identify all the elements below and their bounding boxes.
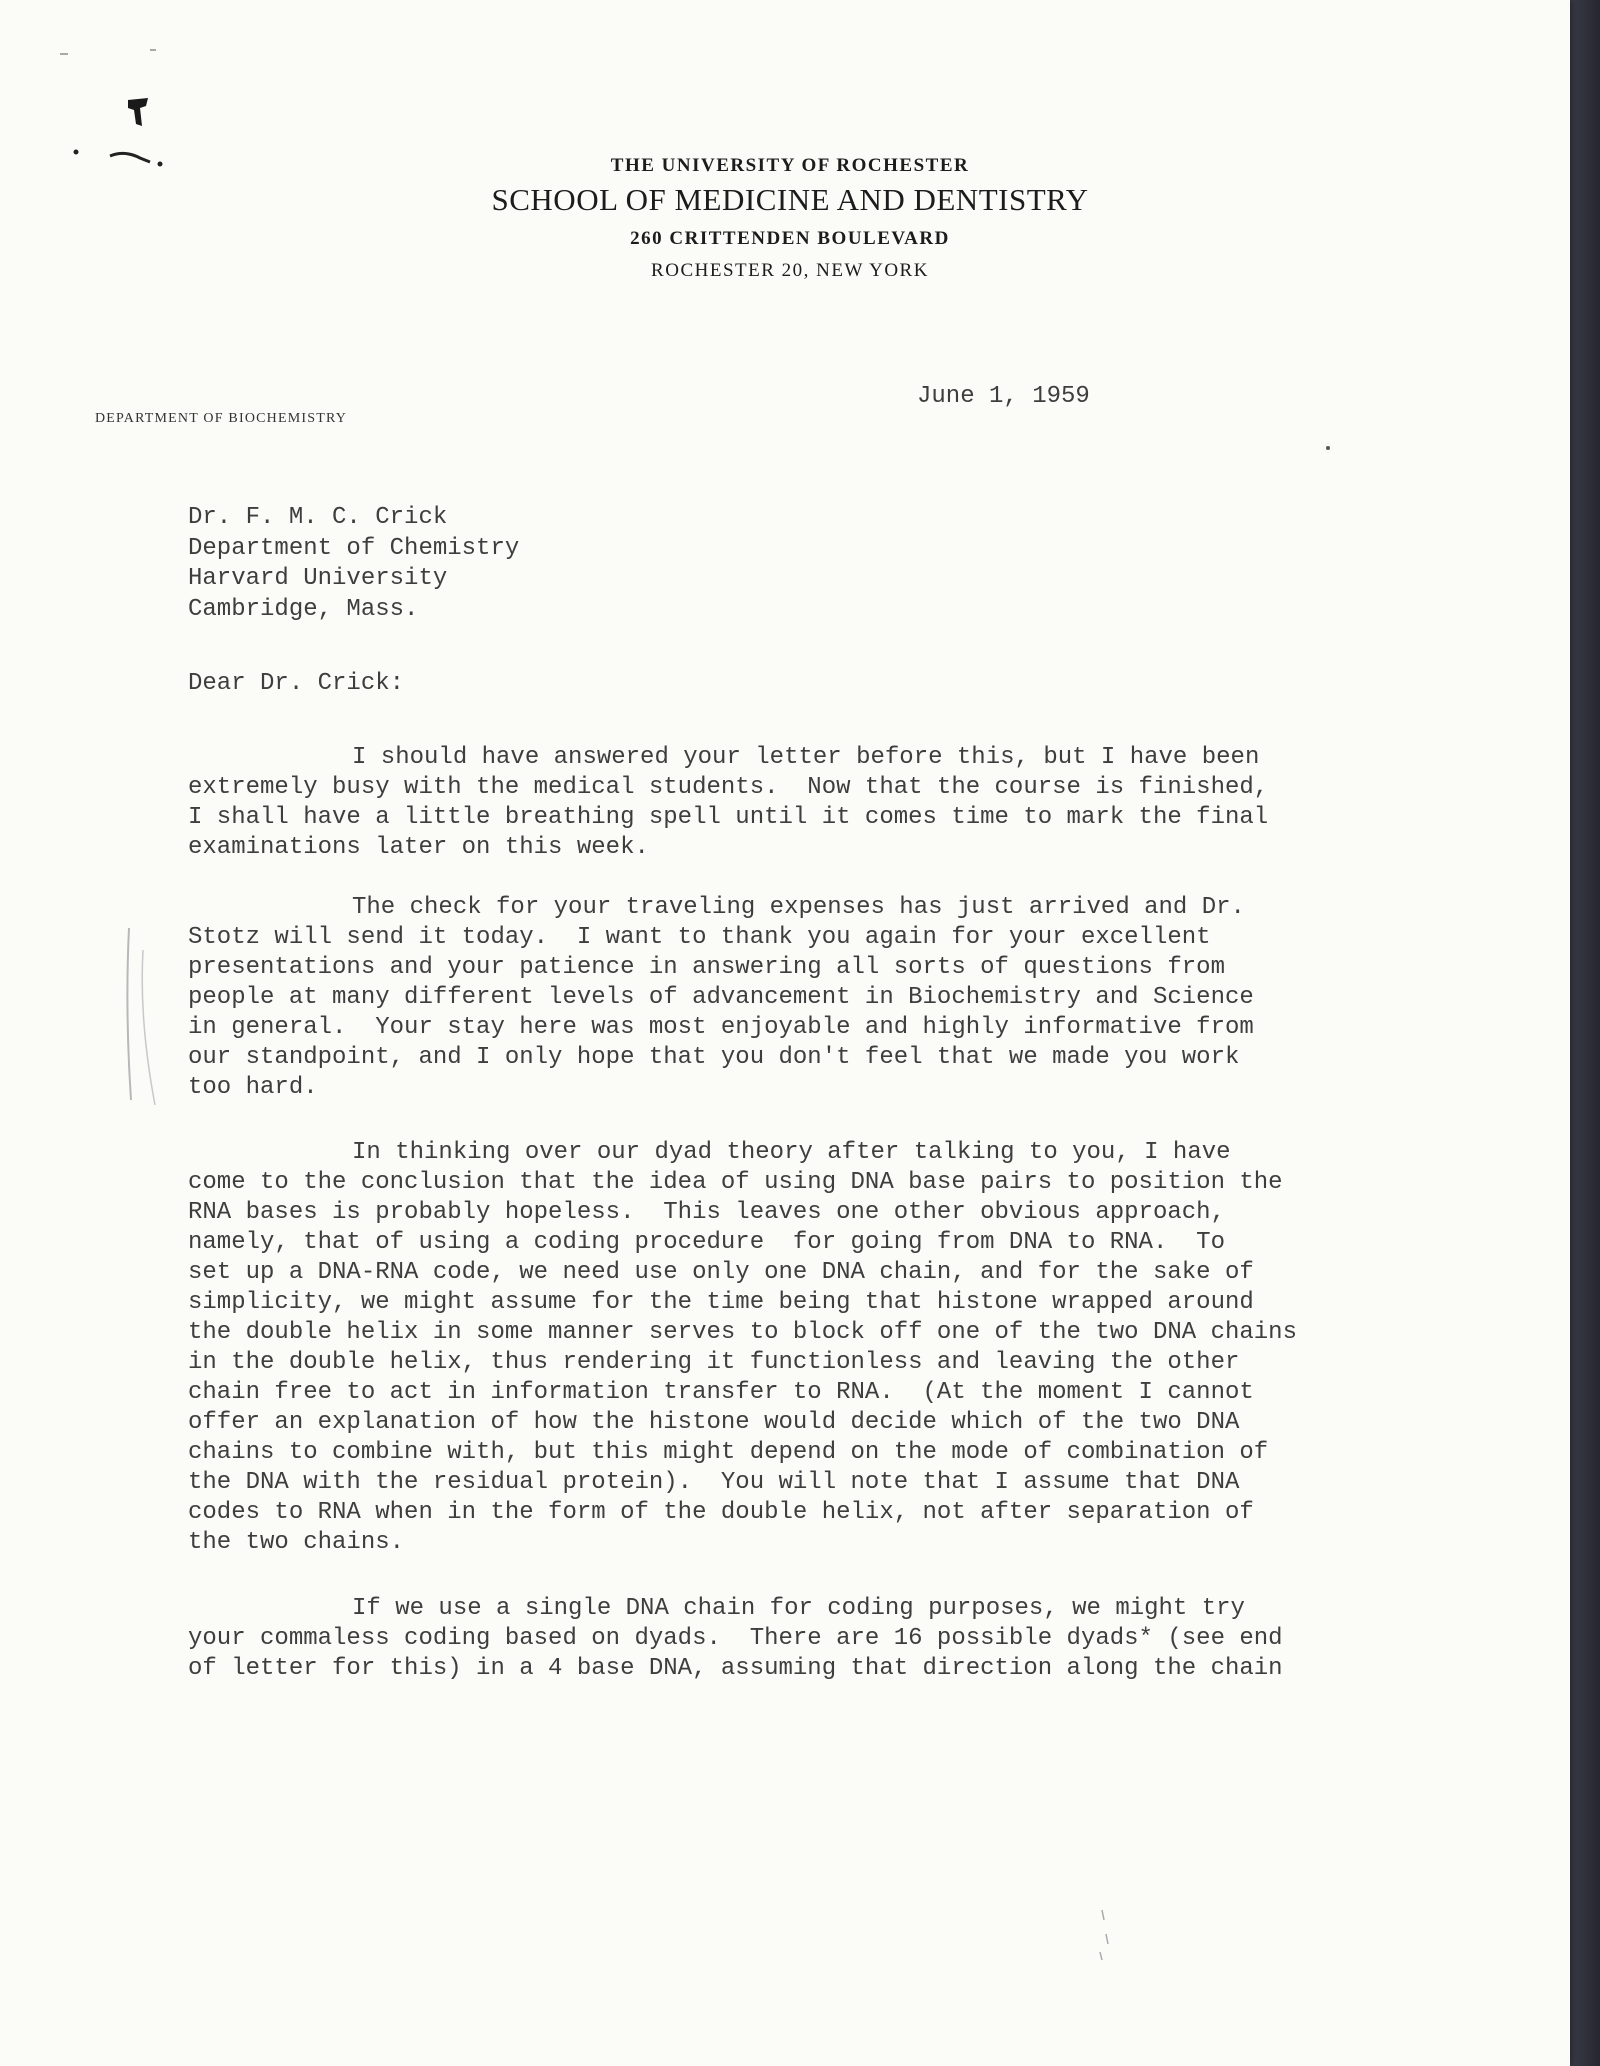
paragraph-line: In thinking over our dyad theory after talking to you, I have	[352, 1139, 1231, 1166]
letter-date: June 1, 1959	[917, 383, 1090, 410]
paragraph-line: our standpoint, and I only hope that you don't feel that we made you work	[188, 1044, 1240, 1071]
recipient-city: Cambridge, Mass.	[188, 595, 419, 623]
speck	[1320, 440, 1340, 460]
paragraph-line: in general. Your stay here was most enjoyable and highly informative from	[188, 1014, 1254, 1041]
paragraph-line: codes to RNA when in the form of the double helix, not after separation of	[188, 1499, 1254, 1526]
paragraph-line: If we use a single DNA chain for coding purposes, we might try	[352, 1595, 1245, 1622]
paragraph-line: offer an explanation of how the histone would decide which of the two DNA	[188, 1409, 1240, 1436]
paragraph-line: examinations later on this week.	[188, 834, 649, 861]
paragraph-1	[188, 743, 1368, 863]
paragraph-line: your commaless coding based on dyads. There are 16 possible dyads* (see end	[188, 1625, 1283, 1652]
paragraph-2	[188, 893, 1368, 1103]
paragraph-line: simplicity, we might assume for the time being that histone wrapped around	[188, 1289, 1254, 1316]
recipient-department: Department of Chemistry	[188, 534, 520, 562]
paragraph-line: chain free to act in information transfer to RNA. (At the moment I cannot	[188, 1379, 1254, 1406]
recipient-name: Dr. F. M. C. Crick	[188, 504, 448, 531]
pencil-speck	[1090, 1900, 1120, 1970]
paragraph-line: come to the conclusion that the idea of using DNA base pairs to position the	[188, 1169, 1283, 1196]
paragraph-line: chains to combine with, but this might depend on the mode of combination of	[188, 1439, 1269, 1466]
salutation: Dear Dr. Crick:	[188, 670, 405, 697]
letterhead-school: SCHOOL OF MEDICINE AND DENTISTRY	[491, 182, 1089, 217]
paragraph-line: the two chains.	[188, 1529, 405, 1556]
paragraph-line: too hard.	[188, 1074, 318, 1101]
paragraph-line: namely, that of using a coding procedure for going from DNA to RNA. To	[188, 1229, 1225, 1256]
paragraph-line: presentations and your patience in answering all sorts of questions from	[188, 954, 1225, 981]
paragraph-line: set up a DNA-RNA code, we need use only one DNA chain, and for the sake of	[188, 1259, 1254, 1286]
recipient-institution: Harvard University	[188, 565, 448, 592]
paragraph-line: I should have answered your letter before this, but I have been	[352, 744, 1260, 771]
paragraph-line: the double helix in some manner serves to block off one of the two DNA chains	[188, 1319, 1297, 1346]
letterhead-city: ROCHESTER 20, NEW YORK	[651, 260, 929, 281]
ink-marks	[40, 40, 180, 180]
background-edge	[1570, 0, 1600, 2066]
paragraph-line: people at many different levels of advancement in Biochemistry and Science	[188, 984, 1254, 1011]
recipient-address	[188, 503, 519, 625]
paragraph-line: extremely busy with the medical students. Now that the course is finished,	[188, 774, 1269, 801]
paragraph-line: RNA bases is probably hopeless. This leaves one other obvious approach,	[188, 1199, 1225, 1226]
department-name: DEPARTMENT OF BIOCHEMISTRY	[95, 411, 348, 426]
letterhead-university: THE UNIVERSITY OF ROCHESTER	[610, 155, 970, 176]
paragraph-line: Stotz will send it today. I want to thank you again for your excellent	[188, 924, 1211, 951]
paragraph-line: I shall have a little breathing spell until it comes time to mark the final	[188, 804, 1269, 831]
paragraph-line: the DNA with the residual protein). You will note that I assume that DNA	[188, 1469, 1240, 1496]
paragraph-4	[188, 1594, 1368, 1684]
paragraph-line: The check for your traveling expenses has just arrived and Dr.	[352, 894, 1245, 921]
paragraph-line: of letter for this) in a 4 base DNA, assuming that direction along the chain	[188, 1655, 1283, 1682]
paragraph-3	[188, 1138, 1368, 1558]
paragraph-line: in the double helix, thus rendering it functionless and leaving the other	[188, 1349, 1240, 1376]
letterhead-street: 260 CRITTENDEN BOULEVARD	[630, 228, 950, 249]
pencil-margin-mark	[115, 920, 175, 1110]
